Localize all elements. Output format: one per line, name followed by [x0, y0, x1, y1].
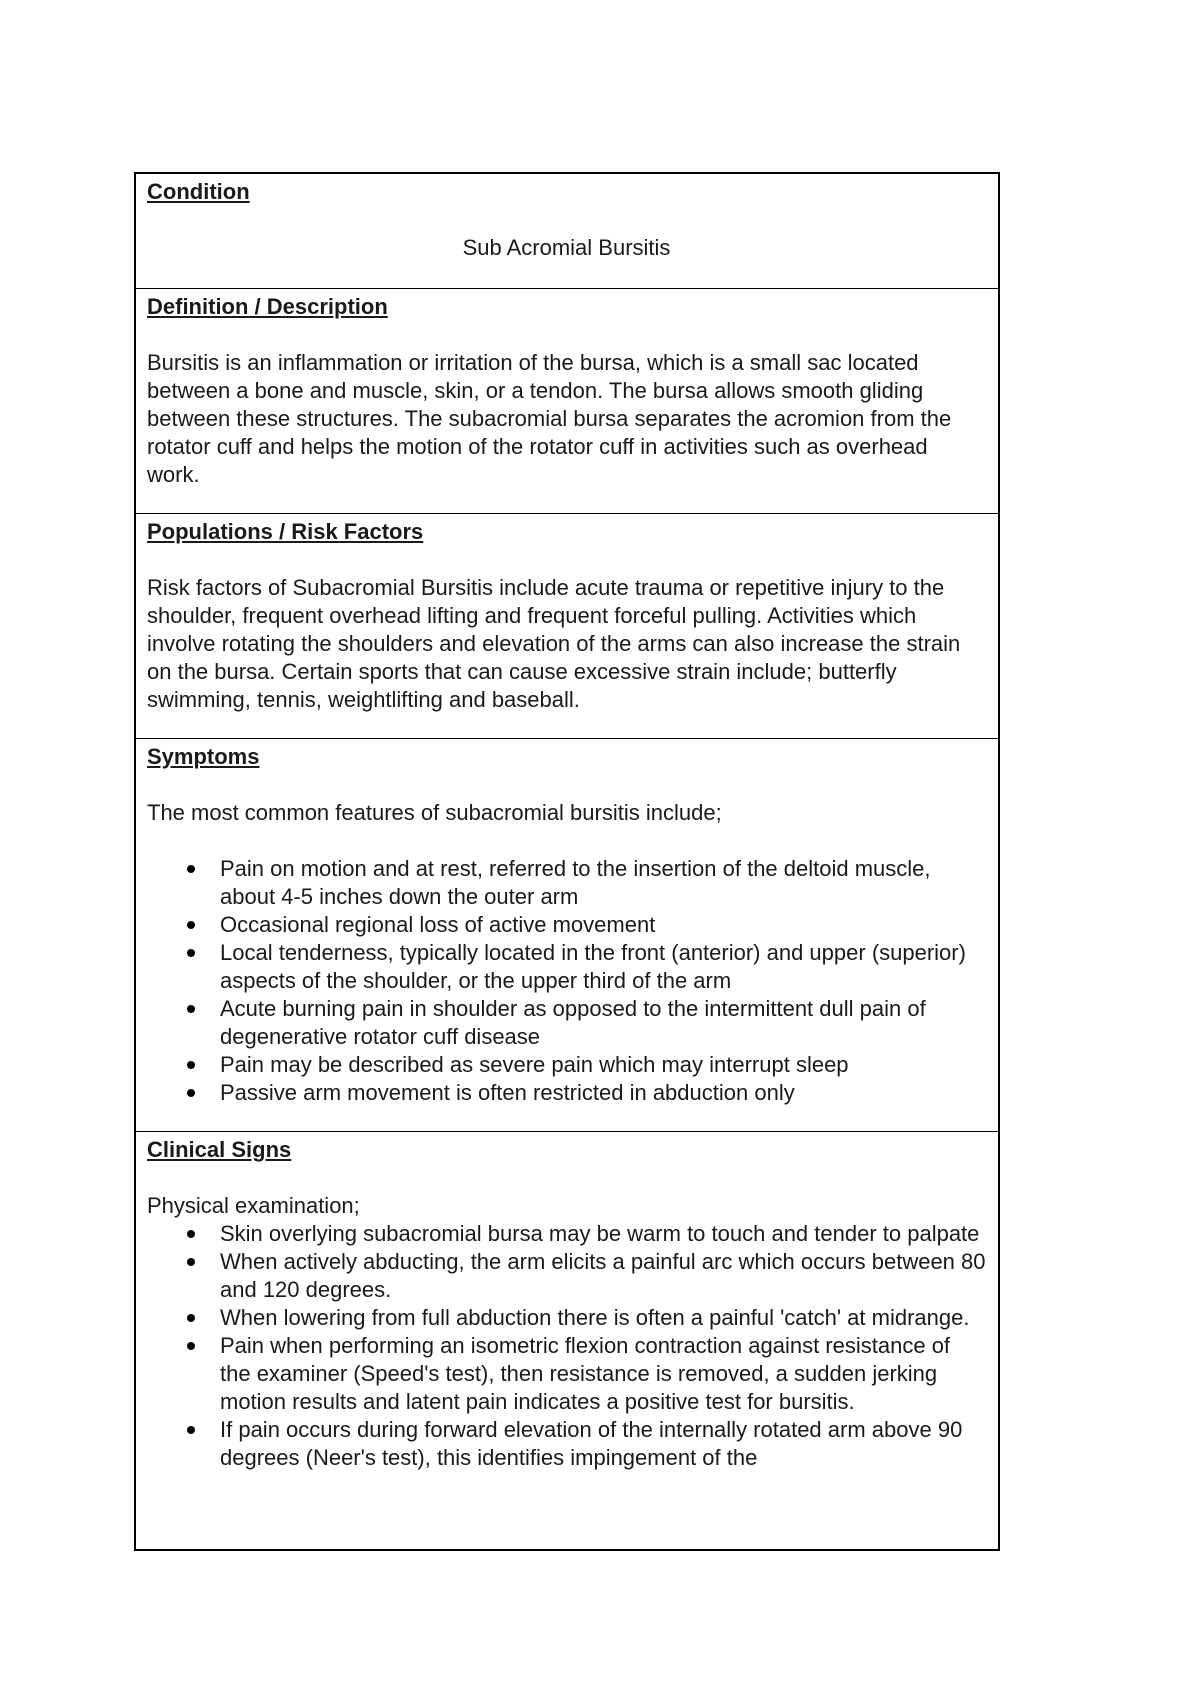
definition-section	[136, 288, 998, 513]
list-item	[147, 1079, 986, 1107]
list-item	[147, 1304, 986, 1332]
condition-table	[134, 172, 1000, 1551]
condition-name: Sub Acromial Bursitis	[462, 235, 671, 260]
symptoms-intro: The most common features of subacromial bursitis include;	[147, 800, 722, 825]
populations-text: Risk factors of Subacromial Bursitis include acute trauma or repetitive injury to the shoulder, frequent overhead lifting and frequent forceful pulling. Activities which involve rotating the shoulders and elevation of the arms can also increase the strain on the bursa. Certain sports that can cause excessive strain include; butterfly swimming, tennis, weightlifting and baseball.	[147, 575, 961, 712]
symptoms-list	[147, 855, 986, 1107]
list-item	[147, 1332, 986, 1416]
bullet-icon	[187, 949, 195, 957]
clinical-signs-list	[147, 1220, 986, 1472]
populations-section	[136, 513, 998, 738]
list-item-text: When lowering from full abduction there is often a painful 'catch' at midrange.	[220, 1305, 970, 1330]
list-item	[147, 911, 986, 939]
clinical-signs-section	[136, 1131, 998, 1551]
bullet-icon	[187, 865, 195, 873]
bullet-icon	[187, 1342, 195, 1350]
list-item	[147, 855, 986, 911]
list-item	[147, 1416, 986, 1472]
list-item	[147, 1220, 986, 1248]
bullet-icon	[187, 921, 195, 929]
list-item-text: Pain when performing an isometric flexion contraction against resistance of the examiner (Speed's test), then resistance is removed, a sudden jerking motion results and latent pain indicates a positive test for bursitis.	[220, 1333, 951, 1414]
list-item-text: Pain on motion and at rest, referred to the insertion of the deltoid muscle, about 4-5 inches down the outer arm	[220, 856, 931, 909]
bullet-icon	[187, 1061, 195, 1069]
list-item-text: When actively abducting, the arm elicits a painful arc which occurs between 80 and 120 degrees.	[220, 1249, 986, 1302]
list-item-text: Acute burning pain in shoulder as opposed to the intermittent dull pain of degenerative rotator cuff disease	[220, 996, 926, 1049]
bullet-icon	[187, 1089, 195, 1097]
symptoms-section	[136, 738, 998, 1131]
list-item	[147, 1248, 986, 1304]
list-item	[147, 1051, 986, 1079]
list-item-text: Occasional regional loss of active movement	[220, 912, 656, 937]
list-item-text: Pain may be described as severe pain which may interrupt sleep	[220, 1052, 849, 1077]
populations-heading: Populations / Risk Factors	[147, 519, 424, 544]
condition-section	[136, 174, 998, 288]
clinical-intro: Physical examination;	[147, 1193, 360, 1218]
condition-heading: Condition	[147, 179, 250, 204]
clinical-signs-heading: Clinical Signs	[147, 1137, 292, 1162]
bullet-icon	[187, 1426, 195, 1434]
list-item-text: Passive arm movement is often restricted in abduction only	[220, 1080, 795, 1105]
bullet-icon	[187, 1258, 195, 1266]
definition-text: Bursitis is an inflammation or irritation of the bursa, which is a small sac located between a bone and muscle, skin, or a tendon. The bursa allows smooth gliding between these structures. The subacromial bursa separates the acromion from the rotator cuff and helps the motion of the rotator cuff in activities such as overhead work.	[147, 350, 952, 487]
list-item	[147, 995, 986, 1051]
bullet-icon	[187, 1005, 195, 1013]
list-item-text: If pain occurs during forward elevation of the internally rotated arm above 90 degrees (Neer's test), this identifies impingement of the	[220, 1417, 963, 1470]
symptoms-heading: Symptoms	[147, 744, 260, 769]
bullet-icon	[187, 1314, 195, 1322]
list-item-text: Local tenderness, typically located in the front (anterior) and upper (superior) aspects of the shoulder, or the upper third of the arm	[220, 940, 966, 993]
definition-heading: Definition / Description	[147, 294, 388, 319]
list-item	[147, 939, 986, 995]
list-item-text: Skin overlying subacromial bursa may be warm to touch and tender to palpate	[220, 1221, 980, 1246]
bullet-icon	[187, 1230, 195, 1238]
